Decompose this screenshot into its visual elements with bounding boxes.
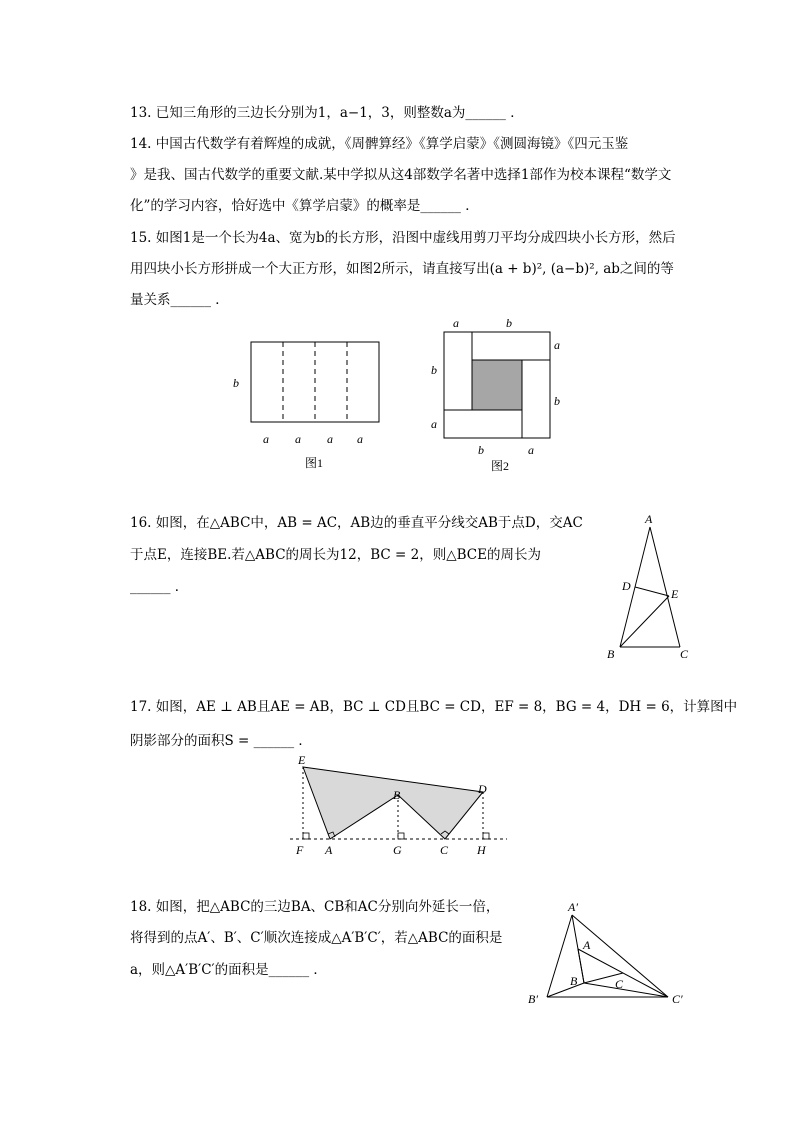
fig2-label-a-left: a (431, 417, 437, 431)
q17-label-d: D (478, 782, 487, 796)
fig2-label-a-bottom: a (528, 443, 534, 457)
fig2-label-a-top: a (453, 316, 459, 330)
q16-line2: 于点E，连接BE.若△ABC的周长为12，BC = 2，则△BCE的周长为 (130, 547, 541, 563)
figure-q17-shaded-polygon (285, 750, 515, 860)
fig2-label-b-right: b (554, 394, 560, 408)
q15-line1: 15. 如图1是一个长为4a、宽为b的长方形，沿图中虚线用剪刀平均分成四块小长方形，然后 (130, 230, 676, 246)
fig2-caption: 图2 (491, 459, 510, 473)
q17-line2: 阴影部分的面积S = ______ ． (130, 733, 312, 749)
q16-label-c: C (680, 647, 689, 661)
q17-label-f: F (296, 843, 304, 857)
fig1-caption: 图1 (305, 456, 324, 470)
q15-line2: 用四块小长方形拼成一个大正方形，如图2所示，请直接写出(a + b)², (a−b)², ab之间的等 (130, 261, 674, 277)
q16-label-e: E (671, 587, 679, 601)
shaded-square (472, 360, 522, 410)
q14-line1: 14. 中国古代数学有着辉煌的成就，《周髀算经》《算学启蒙》《测圆海镜》《四元玉鉴 (130, 136, 629, 152)
q18-line1: 18. 如图，把△ABC的三边BA、CB和AC分别向外延长一倍， (130, 899, 500, 915)
figure-1-rectangle (225, 335, 395, 475)
fig2-label-b-left: b (431, 363, 437, 377)
figure-q18-triangles (520, 895, 700, 1010)
q17-label-g: G (393, 843, 402, 857)
q16-label-a: A (645, 512, 653, 526)
fig1-label-a: a (263, 432, 269, 446)
q16-line3: ______ ． (130, 579, 189, 595)
q18-line3: a，则△A′B′C′的面积是______ ． (130, 962, 327, 978)
q18-label-b-prime: B′ (528, 992, 538, 1006)
fig1-label-b: b (233, 376, 239, 390)
fig2-label-b-top: b (506, 316, 512, 330)
q18-line2: 将得到的点A′、B′、C′顺次连接成△A′B′C′，若△ABC的面积是 (130, 930, 503, 946)
fig1-label-a: a (295, 432, 301, 446)
q18-label-a: A (583, 938, 591, 952)
fig1-label-a: a (357, 432, 363, 446)
q13-line1: 13. 已知三角形的三边长分别为1，a−1，3，则整数a为______ ． (130, 105, 524, 121)
q18-label-a-prime: A′ (568, 900, 578, 914)
q16-label-d: D (622, 579, 631, 593)
q14-line3: 化”的学习内容，恰好选中《算学启蒙》的概率是______ ． (130, 198, 479, 214)
fig2-label-b-bottom: b (478, 443, 484, 457)
figure-2-square (420, 312, 580, 477)
q17-label-h: H (477, 843, 486, 857)
q17-label-a: A (325, 843, 333, 857)
fig2-label-a-right: a (554, 338, 560, 352)
q16-line1: 16. 如图，在△ABC中，AB = AC，AB边的垂直平分线交AB于点D，交AC (130, 515, 583, 531)
fig1-label-a: a (327, 432, 333, 446)
q17-label-c: C (440, 843, 449, 857)
q18-label-c-prime: C′ (672, 992, 683, 1006)
q17-line1: 17. 如图，AE ⊥ AB且AE = AB，BC ⊥ CD且BC = CD，EF = 8，BG = 4，DH = 6，计算图中 (130, 699, 738, 715)
q17-label-e: E (298, 753, 306, 767)
q16-label-b: B (607, 647, 615, 661)
q14-line2: 》是我、国古代数学的重要文献.某中学拟从这4部数学名著中选择1部作为校本课程“数学文 (130, 167, 672, 183)
figure-q16-triangle (598, 510, 708, 665)
q18-label-c: C (615, 977, 624, 991)
q15-line3: 量关系______ ． (130, 292, 229, 308)
q17-label-b: B (393, 788, 401, 802)
q18-label-b: B (570, 974, 578, 988)
